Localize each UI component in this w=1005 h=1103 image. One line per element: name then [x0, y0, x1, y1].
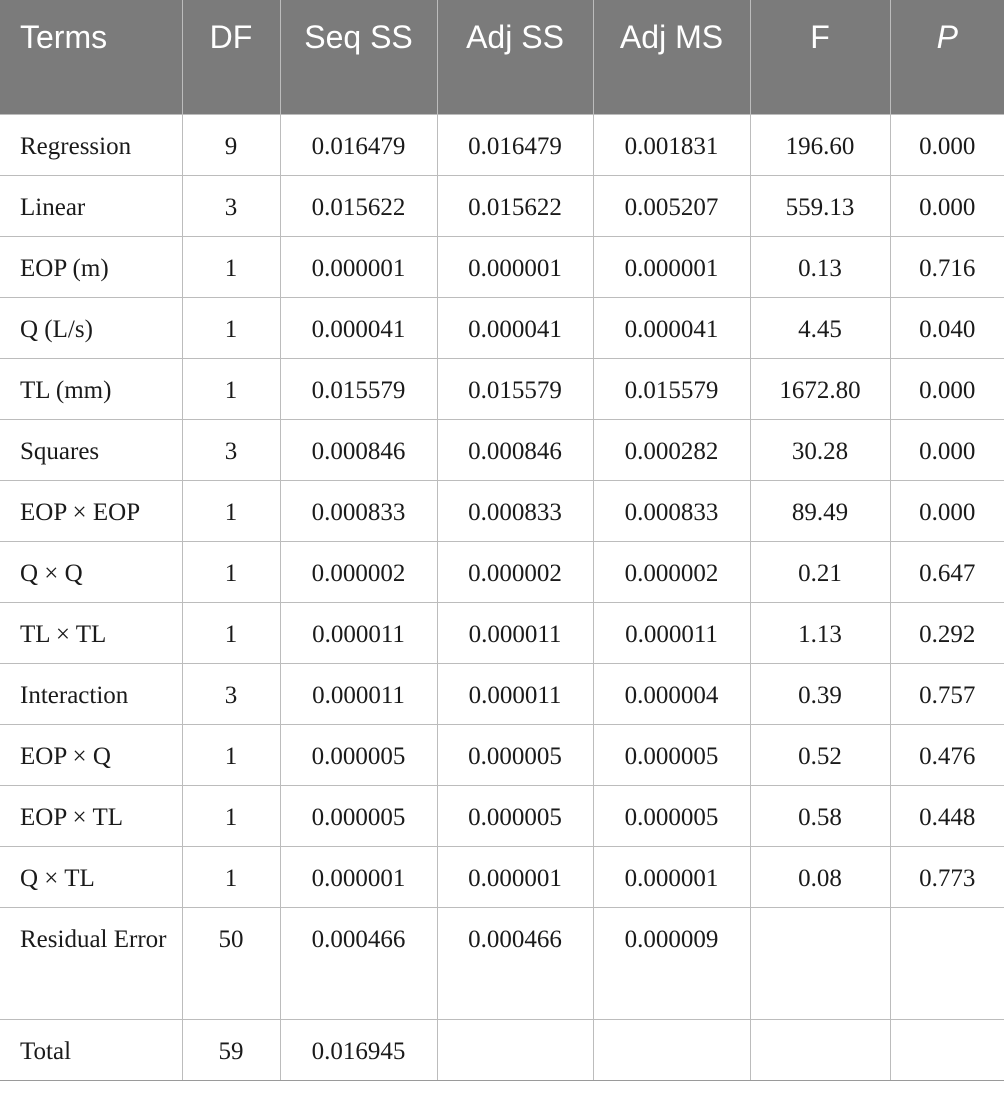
- header-row: [0, 0, 1004, 114]
- cell-df: 3: [182, 663, 280, 724]
- header-adj-ms: Adj MS: [593, 0, 750, 114]
- cell-terms: Q × Q: [0, 541, 182, 602]
- cell-seq-ss: 0.000001: [280, 846, 437, 907]
- cell-adj-ss: 0.000041: [437, 297, 593, 358]
- cell-df: 1: [182, 480, 280, 541]
- cell-df: 1: [182, 297, 280, 358]
- cell-f: 89.49: [750, 480, 890, 541]
- table-row: [0, 785, 1004, 846]
- cell-terms: Linear: [0, 175, 182, 236]
- cell-f: 0.58: [750, 785, 890, 846]
- table-row: [0, 419, 1004, 480]
- cell-terms: Regression: [0, 114, 182, 175]
- cell-p: 0.448: [890, 785, 1004, 846]
- cell-p: [890, 907, 1004, 1019]
- cell-df: 9: [182, 114, 280, 175]
- cell-p: 0.000: [890, 419, 1004, 480]
- cell-terms: Squares: [0, 419, 182, 480]
- cell-adj-ss: 0.000466: [437, 907, 593, 1019]
- cell-f: 559.13: [750, 175, 890, 236]
- header-p: P: [890, 0, 1004, 114]
- cell-adj-ms: 0.000001: [593, 846, 750, 907]
- cell-adj-ms: 0.000009: [593, 907, 750, 1019]
- cell-terms: Q × TL: [0, 846, 182, 907]
- cell-p: [890, 1019, 1004, 1080]
- header-terms: Terms: [0, 0, 182, 114]
- cell-f: [750, 907, 890, 1019]
- table-row: [0, 602, 1004, 663]
- cell-f: 1.13: [750, 602, 890, 663]
- cell-terms: EOP × Q: [0, 724, 182, 785]
- cell-seq-ss: 0.015579: [280, 358, 437, 419]
- table-row: [0, 358, 1004, 419]
- cell-p: 0.647: [890, 541, 1004, 602]
- cell-df: 1: [182, 602, 280, 663]
- cell-df: 3: [182, 175, 280, 236]
- cell-adj-ss: 0.000833: [437, 480, 593, 541]
- cell-df: 1: [182, 724, 280, 785]
- cell-adj-ms: 0.000002: [593, 541, 750, 602]
- table-row: [0, 236, 1004, 297]
- cell-seq-ss: 0.000846: [280, 419, 437, 480]
- cell-df: 3: [182, 419, 280, 480]
- table-row: [0, 541, 1004, 602]
- table-row: [0, 175, 1004, 236]
- cell-adj-ss: 0.000011: [437, 602, 593, 663]
- cell-terms: Interaction: [0, 663, 182, 724]
- table-body: [0, 114, 1004, 1080]
- cell-adj-ms: 0.000282: [593, 419, 750, 480]
- cell-f: 0.08: [750, 846, 890, 907]
- cell-seq-ss: 0.000011: [280, 663, 437, 724]
- cell-p: 0.476: [890, 724, 1004, 785]
- cell-f: 0.39: [750, 663, 890, 724]
- cell-f: 0.21: [750, 541, 890, 602]
- cell-df: 1: [182, 785, 280, 846]
- cell-f: 30.28: [750, 419, 890, 480]
- cell-adj-ms: 0.000833: [593, 480, 750, 541]
- cell-adj-ss: 0.015579: [437, 358, 593, 419]
- table-row: [0, 297, 1004, 358]
- cell-adj-ss: 0.000002: [437, 541, 593, 602]
- cell-seq-ss: 0.000005: [280, 785, 437, 846]
- cell-terms: EOP × EOP: [0, 480, 182, 541]
- cell-df: 1: [182, 358, 280, 419]
- cell-seq-ss: 0.000466: [280, 907, 437, 1019]
- cell-adj-ss: 0.000846: [437, 419, 593, 480]
- cell-p: 0.000: [890, 114, 1004, 175]
- cell-terms: TL (mm): [0, 358, 182, 419]
- cell-terms: TL × TL: [0, 602, 182, 663]
- table-row: [0, 114, 1004, 175]
- header-df: DF: [182, 0, 280, 114]
- cell-p: 0.292: [890, 602, 1004, 663]
- cell-df: 59: [182, 1019, 280, 1080]
- cell-seq-ss: 0.000011: [280, 602, 437, 663]
- cell-terms: EOP × TL: [0, 785, 182, 846]
- cell-adj-ms: 0.000001: [593, 236, 750, 297]
- cell-p: 0.757: [890, 663, 1004, 724]
- cell-seq-ss: 0.000005: [280, 724, 437, 785]
- cell-adj-ms: 0.005207: [593, 175, 750, 236]
- cell-adj-ss: 0.000001: [437, 846, 593, 907]
- cell-terms: Total: [0, 1019, 182, 1080]
- table-row: [0, 663, 1004, 724]
- table-row: [0, 1019, 1004, 1080]
- cell-f: 0.13: [750, 236, 890, 297]
- cell-terms: EOP (m): [0, 236, 182, 297]
- table-row: [0, 480, 1004, 541]
- table-row: [0, 907, 1004, 1019]
- cell-seq-ss: 0.000041: [280, 297, 437, 358]
- cell-seq-ss: 0.016479: [280, 114, 437, 175]
- cell-seq-ss: 0.000001: [280, 236, 437, 297]
- cell-f: 196.60: [750, 114, 890, 175]
- cell-adj-ms: 0.001831: [593, 114, 750, 175]
- cell-seq-ss: 0.016945: [280, 1019, 437, 1080]
- cell-df: 1: [182, 541, 280, 602]
- header-adj-ss: Adj SS: [437, 0, 593, 114]
- cell-p: 0.000: [890, 175, 1004, 236]
- cell-seq-ss: 0.000002: [280, 541, 437, 602]
- header-seq-ss: Seq SS: [280, 0, 437, 114]
- cell-adj-ss: 0.000005: [437, 785, 593, 846]
- header-f: F: [750, 0, 890, 114]
- cell-seq-ss: 0.000833: [280, 480, 437, 541]
- cell-terms: Residual Error: [0, 907, 182, 1019]
- cell-p: 0.040: [890, 297, 1004, 358]
- cell-adj-ms: 0.000005: [593, 724, 750, 785]
- cell-df: 1: [182, 236, 280, 297]
- cell-f: 0.52: [750, 724, 890, 785]
- cell-adj-ms: 0.000041: [593, 297, 750, 358]
- cell-adj-ms: 0.000005: [593, 785, 750, 846]
- cell-f: 1672.80: [750, 358, 890, 419]
- cell-p: 0.000: [890, 480, 1004, 541]
- cell-p: 0.000: [890, 358, 1004, 419]
- table-row: [0, 724, 1004, 785]
- cell-adj-ss: 0.016479: [437, 114, 593, 175]
- cell-adj-ss: 0.000005: [437, 724, 593, 785]
- cell-adj-ss: 0.015622: [437, 175, 593, 236]
- cell-adj-ss: 0.000001: [437, 236, 593, 297]
- cell-adj-ms: 0.000004: [593, 663, 750, 724]
- cell-p: 0.773: [890, 846, 1004, 907]
- cell-p: 0.716: [890, 236, 1004, 297]
- cell-adj-ss: 0.000011: [437, 663, 593, 724]
- cell-df: 50: [182, 907, 280, 1019]
- table-row: [0, 846, 1004, 907]
- cell-adj-ss: [437, 1019, 593, 1080]
- cell-adj-ms: 0.000011: [593, 602, 750, 663]
- cell-adj-ms: [593, 1019, 750, 1080]
- cell-seq-ss: 0.015622: [280, 175, 437, 236]
- cell-df: 1: [182, 846, 280, 907]
- cell-adj-ms: 0.015579: [593, 358, 750, 419]
- cell-f: 4.45: [750, 297, 890, 358]
- cell-terms: Q (L/s): [0, 297, 182, 358]
- cell-f: [750, 1019, 890, 1080]
